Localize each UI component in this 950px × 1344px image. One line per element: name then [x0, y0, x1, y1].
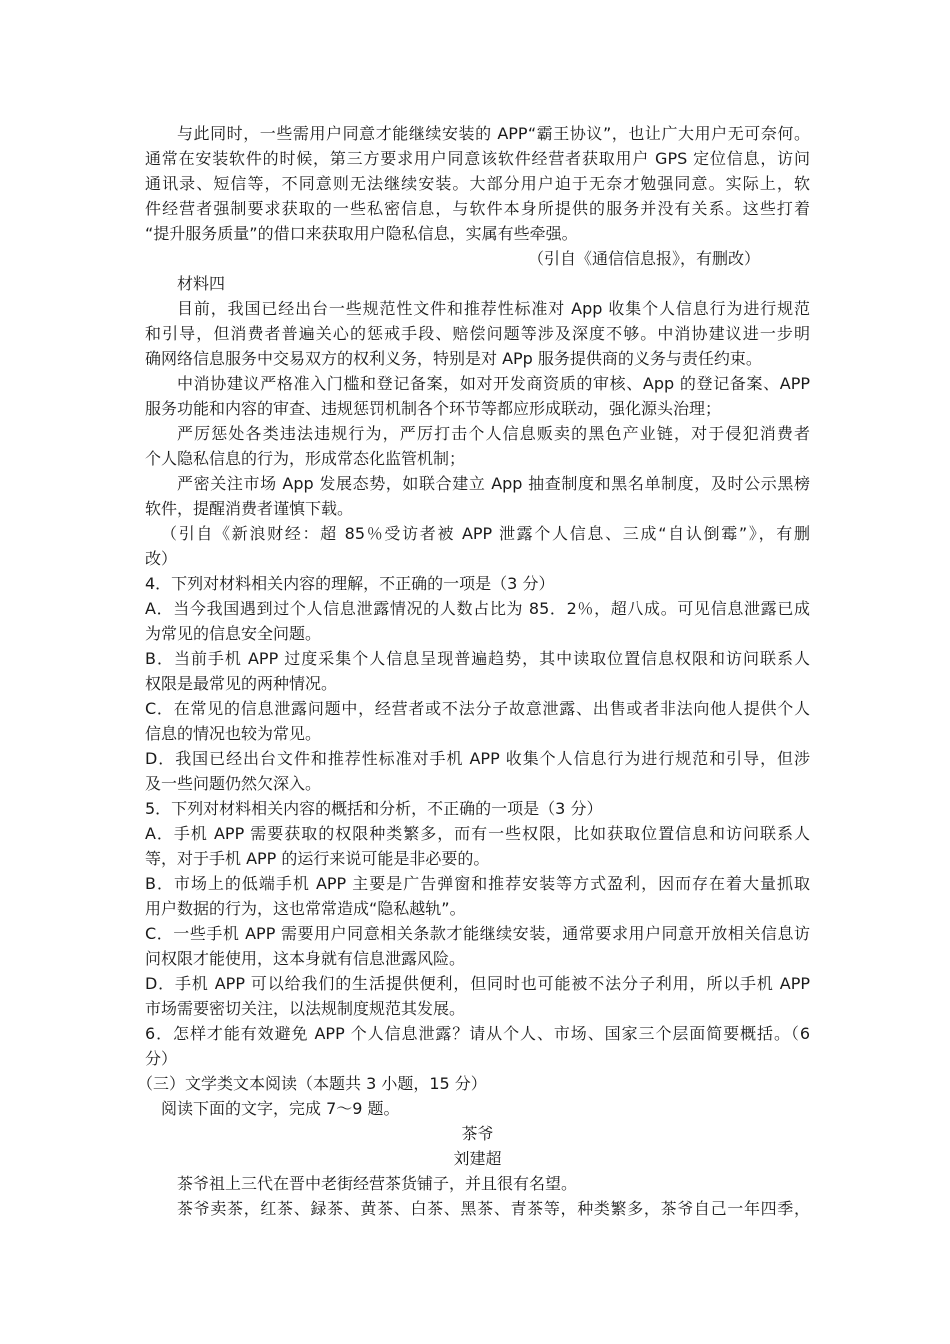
- text-line: 严密关注市场 App 发展态势，如联合建立 App 抽查制度和黑名单制度，及时公示黑榜: [177, 474, 810, 493]
- text-line: 5．下列对材料相关内容的概括和分析，不正确的一项是（3 分）: [145, 799, 603, 818]
- text-line: C．一些手机 APP 需要用户同意相关条款才能继续安装，通常要求用户同意开放相关信息访: [145, 924, 810, 943]
- text-line: 6．怎样才能有效避免 APP 个人信息泄露？请从个人、市场、国家三个层面简要概括。（6: [145, 1024, 810, 1043]
- text-line: 材料四: [177, 274, 226, 293]
- text-line: （三）文学类文本阅读（本题共 3 小题，15 分）: [137, 1074, 487, 1093]
- text-line: （引自《新浪财经：超 85％受访者被 APP 泄露个人信息、三成“自认倒霉”》，有删: [161, 524, 810, 543]
- text-line: 等，对于手机 APP 的运行来说可能是非必要的。: [145, 849, 490, 868]
- text-line: 用户数据的行为，这也常常造成“隐私越轨”。: [145, 899, 466, 918]
- text-line: 茶爷卖茶，红茶、録茶、黄茶、白茶、黑茶、青茶等，种类繁多，茶爷自己一年四季，: [177, 1199, 810, 1218]
- text-line: 与此同时，一些需用户同意才能继续安装的 APP“霸王协议”，也让广大用户无可奈何。: [177, 124, 810, 143]
- text-line: 目前，我国已经出台一些规范性文件和推荐性标准对 App 收集个人信息行为进行规范: [177, 299, 810, 318]
- text-line: C．在常见的信息泄露问题中，经营者或不法分子故意泄露、出售或者非法向他人提供个人: [145, 699, 810, 718]
- text-line: 软件，提醒消费者谨慎下载。: [145, 499, 354, 518]
- text-line: 分）: [145, 1049, 178, 1068]
- text-line: 4．下列对材料相关内容的理解，不正确的一项是（3 分）: [145, 574, 555, 593]
- text-line: 刘建超: [453, 1149, 502, 1168]
- text-line: 通常在安装软件的时候，第三方要求用户同意该软件经营者获取用户 GPS 定位信息，访问: [145, 149, 810, 168]
- text-line: 严厉惩处各类违法违规行为，严厉打击个人信息贩卖的黑色产业链，对于侵犯消费者: [177, 424, 810, 443]
- text-line: 中消协建议严格准入门槛和登记备案，如对开发商资质的审核、App 的登记备案、APP: [177, 374, 810, 393]
- text-line: D．我国已经出台文件和推荐性标准对手机 APP 收集个人信息行为进行规范和引导，但涉: [145, 749, 810, 768]
- document-page: [137, 121, 810, 1221]
- text-line: 及一些问题仍然欠深入。: [145, 774, 322, 793]
- text-line: 个人隐私信息的行为，形成常态化监管机制；: [145, 449, 466, 468]
- text-line: 茶爷祖上三代在晋中老街经营茶货铺子，并且很有名望。: [177, 1174, 578, 1193]
- text-line: 通讯录、短信等，不同意则无法继续安装。大部分用户迫于无奈才勉强同意。实际上，软: [145, 174, 810, 193]
- text-line: （引自《通信信息报》，有删改）: [527, 249, 760, 268]
- text-line: A．手机 APP 需要获取的权限种类繁多，而有一些权限，比如获取位置信息和访问联系人: [145, 824, 810, 843]
- text-line: 信息的情况也较为常见。: [145, 724, 322, 743]
- text-line: 服务功能和内容的审查、违规惩罚机制各个环节等都应形成联动，强化源头治理；: [145, 399, 722, 418]
- text-line: 市场需要密切关注，以法规制度规范其发展。: [145, 999, 466, 1018]
- text-line: 和引导，但消费者普遍关心的惩戒手段、赔偿问题等涉及深度不够。中消协建议进一步明: [145, 324, 810, 343]
- text-line: B．市场上的低端手机 APP 主要是广告弹窗和推荐安装等方式盈利，因而存在着大量抓取: [145, 874, 810, 893]
- text-line: 件经营者强制要求获取的一些私密信息，与软件本身所提供的服务并没有关系。这些打着: [145, 199, 810, 218]
- text-line: D．手机 APP 可以给我们的生活提供便利，但同时也可能被不法分子利用，所以手机 APP: [145, 974, 810, 993]
- text-line: 茶爷: [461, 1124, 494, 1143]
- text-line: 问权限才能使用，这本身就有信息泄露风险。: [145, 949, 466, 968]
- text-line: B．当前手机 APP 过度采集个人信息呈现普遍趋势，其中读取位置信息权限和访问联系人: [145, 649, 810, 668]
- text-line: 权限是最常见的两种情况。: [145, 674, 338, 693]
- text-line: 为常见的信息安全问题。: [145, 624, 322, 643]
- text-line: A．当今我国遇到过个人信息泄露情况的人数占比为 85．2％，超八成。可见信息泄露已成: [145, 599, 810, 618]
- text-line: 阅读下面的文字，完成 7～9 题。: [161, 1099, 400, 1118]
- text-line: 确网络信息服务中交易双方的权利义务，特别是对 APp 服务提供商的义务与责任约束。: [145, 349, 762, 368]
- text-line: “提升服务质量”的借口来获取用户隐私信息，实属有些牵强。: [145, 224, 578, 243]
- text-line: 改）: [145, 549, 178, 568]
